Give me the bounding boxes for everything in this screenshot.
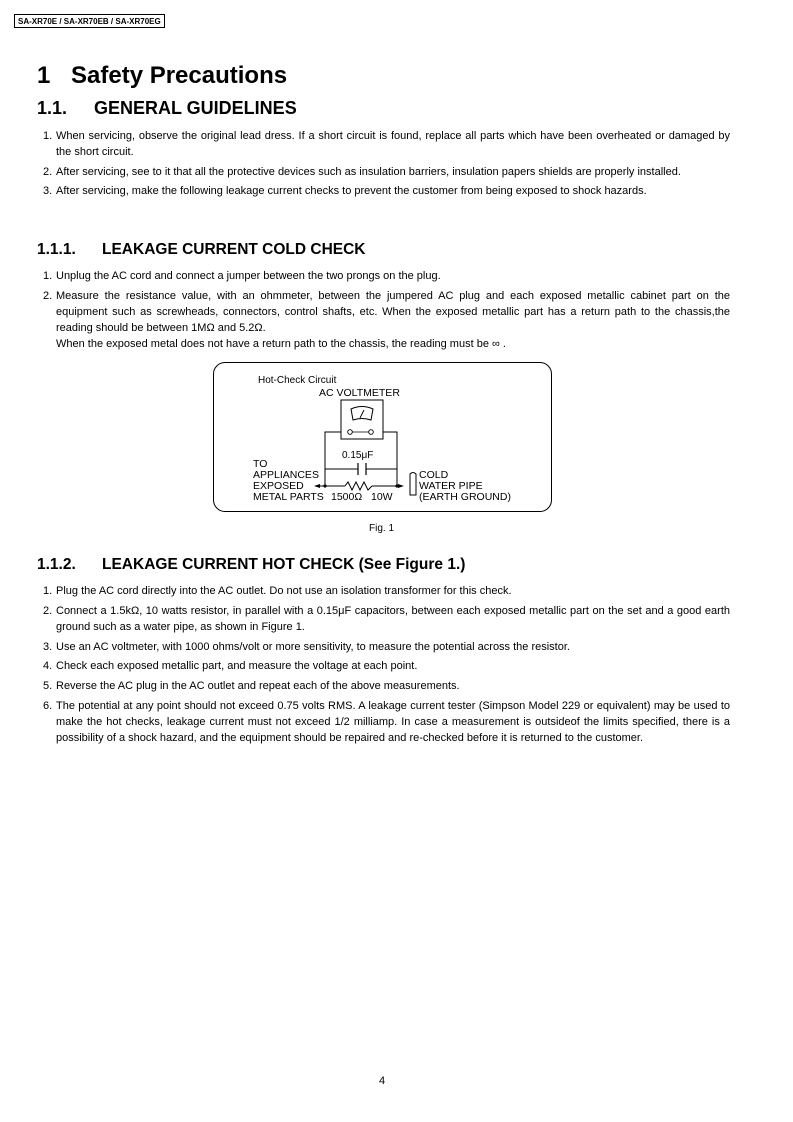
general-guidelines-heading xyxy=(37,96,297,120)
water-pipe-icon xyxy=(410,473,416,496)
hot-check-list xyxy=(37,583,730,750)
list-item-number: 1. xyxy=(43,130,53,142)
list-item-text: Measure the resistance value, with an ohmmeter, between the jumpered AC plug and each exposed metallic cabinet part on the equipment such as screwheads, connectors, control shafts, etc. When the exposed metallic part has a return path to the chassis,the reading should be between 1MΩ and 5.2Ω. xyxy=(56,289,730,334)
hot-check-title: LEAKAGE CURRENT HOT CHECK (See Figure 1.) xyxy=(102,556,466,573)
list-item xyxy=(37,583,730,599)
list-item xyxy=(37,183,730,199)
meter-right-lead xyxy=(383,432,397,486)
voltmeter-dial-icon xyxy=(351,407,373,421)
hot-check-circuit-figure xyxy=(213,362,552,512)
cold-check-list xyxy=(37,268,730,355)
general-guidelines-title: GENERAL GUIDELINES xyxy=(94,98,297,118)
list-item-number: 2. xyxy=(43,165,53,178)
right-arrow-icon xyxy=(398,484,404,488)
list-item xyxy=(37,698,730,746)
left-label-exposed: EXPOSED xyxy=(253,480,304,492)
list-item-number: 1. xyxy=(43,270,53,282)
list-item-number: 4. xyxy=(43,660,53,673)
list-item-number: 5. xyxy=(43,680,53,693)
section-title xyxy=(37,60,287,92)
voltmeter-terminal-icon xyxy=(348,430,374,435)
list-item-text: When servicing, observe the original lead dress. If a short circuit is found, replace all parts which have been overheated or damaged by the short circuit. xyxy=(56,130,730,158)
list-item-text: After servicing, make the following leakage current checks to prevent the customer from being exposed to shock hazards. xyxy=(56,185,647,197)
hot-check-number: 1.1.2. xyxy=(37,556,76,573)
list-item xyxy=(37,678,730,694)
list-item-number: 2. xyxy=(43,289,53,302)
list-item xyxy=(37,164,730,180)
cold-check-title: LEAKAGE CURRENT COLD CHECK xyxy=(102,241,366,258)
list-item-number: 2. xyxy=(43,604,53,617)
section-number: 1 xyxy=(37,62,51,89)
capacitor-label: 0.15μF xyxy=(342,450,374,461)
list-item-text: Plug the AC cord directly into the AC outlet. Do not use an isolation transformer for this check. xyxy=(56,585,512,597)
junction-dot-icon xyxy=(395,484,398,487)
left-label-metal-parts: METAL PARTS xyxy=(253,491,324,503)
list-item-text: Unplug the AC cord and connect a jumper between the two prongs on the plug. xyxy=(56,270,441,282)
right-label-water-pipe: WATER PIPE xyxy=(419,480,483,492)
list-item-text: The potential at any point should not exceed 0.75 volts RMS. A leakage current tester (Simpson Model 229 or equivalent) may be used to make the hot checks, leakage current must not exceed 1/2 milliamp. In case a measurement is outsideof the limits specified, there is a possibility of a shock hazard, and the equipment should be repaired and re-checked before it is returned to the customer. xyxy=(56,699,730,744)
list-item-text: Use an AC voltmeter, with 1000 ohms/volt or more sensitivity, to measure the potential across the resistor. xyxy=(56,640,570,653)
list-item xyxy=(37,603,730,635)
resistor-wattage-label: 10W xyxy=(371,491,393,503)
list-item-number: 3. xyxy=(43,640,53,653)
list-item-number: 3. xyxy=(43,185,53,197)
figure-caption: Fig. 1 xyxy=(369,523,395,534)
voltmeter-label: AC VOLTMETER xyxy=(319,387,400,399)
list-item xyxy=(37,639,730,655)
capacitor-icon xyxy=(325,463,397,475)
right-label-cold: COLD xyxy=(419,469,449,481)
list-item xyxy=(37,658,730,674)
list-item-text: Check each exposed metallic part, and measure the voltage at each point. xyxy=(56,660,418,673)
right-label-earth-ground: (EARTH GROUND) xyxy=(419,491,511,503)
page-number: 4 xyxy=(379,1075,386,1087)
cold-check-heading xyxy=(37,240,366,260)
section-title-text: Safety Precautions xyxy=(71,62,288,89)
resistor-icon xyxy=(345,482,372,490)
meter-left-lead xyxy=(325,432,341,486)
voltmeter-body xyxy=(341,400,383,439)
general-guidelines-list xyxy=(37,128,730,203)
resistor-value-label: 1500Ω xyxy=(331,491,363,503)
list-item xyxy=(37,128,730,160)
left-arrow-icon xyxy=(314,484,320,488)
cold-check-number: 1.1.1. xyxy=(37,241,76,258)
left-label-to: TO xyxy=(253,458,268,470)
list-item xyxy=(37,268,730,284)
list-item-text: After servicing, see to it that all the protective devices such as insulation barriers, insulation papers shields are properly installed. xyxy=(56,165,681,178)
left-label-appliances: APPLIANCES xyxy=(253,469,319,481)
list-item-number: 1. xyxy=(43,585,53,597)
general-guidelines-number: 1.1. xyxy=(37,98,68,118)
list-item-continuation: When the exposed metal does not have a return path to the chassis, the reading must be ∞ . xyxy=(56,337,506,350)
model-number-box: SA-XR70E / SA-XR70EB / SA-XR70EG xyxy=(14,14,165,28)
junction-dot-icon xyxy=(323,484,326,487)
figure-title: Hot-Check Circuit xyxy=(258,375,337,386)
hot-check-heading xyxy=(37,555,465,575)
list-item xyxy=(37,288,730,352)
list-item-number: 6. xyxy=(43,699,53,712)
list-item-text: Reverse the AC plug in the AC outlet and repeat each of the above measurements. xyxy=(56,680,460,693)
list-item-text: Connect a 1.5kΩ, 10 watts resistor, in parallel with a 0.15μF capacitors, between each exposed metallic part on the set and a good earth ground such as a water pipe, as shown in Figure 1. xyxy=(56,604,730,633)
hot-check-circuit-diagram xyxy=(214,363,553,513)
